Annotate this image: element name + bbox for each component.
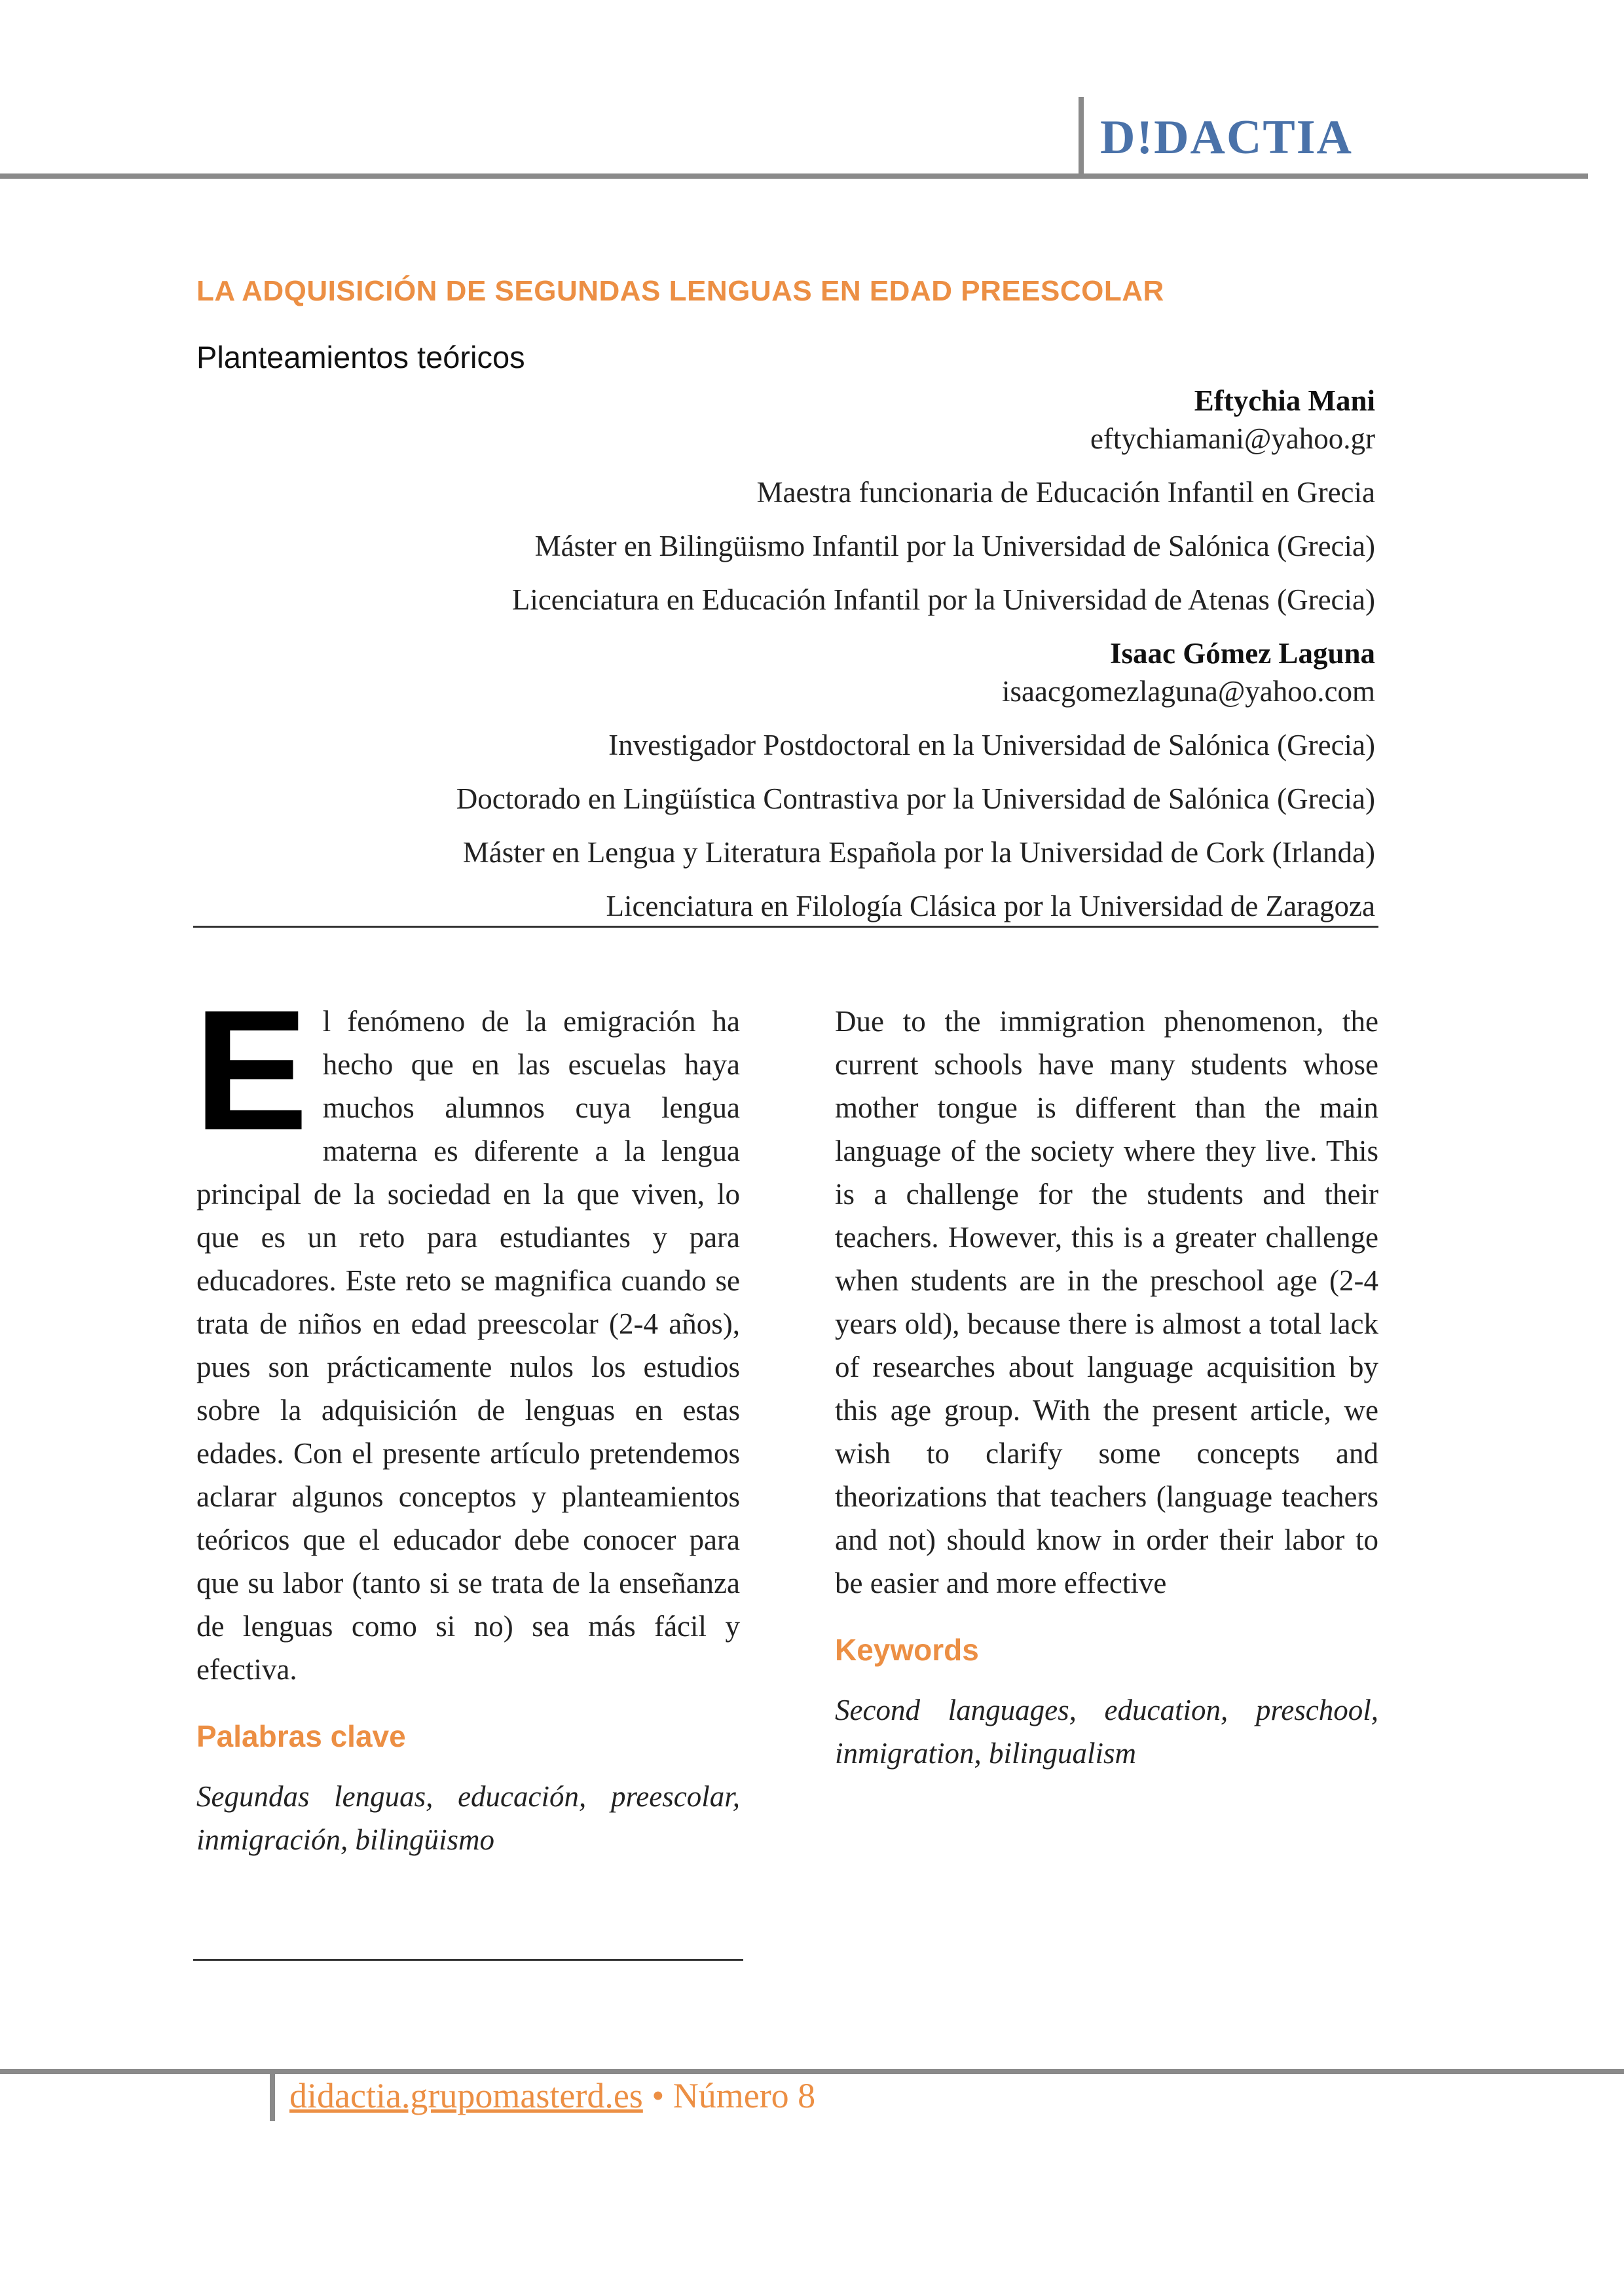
issue-number: Número 8 bbox=[673, 2076, 816, 2115]
author-affiliation: Máster en Lengua y Literatura Española por la Universidad de Cork (Irlanda) bbox=[462, 836, 1375, 869]
journal-brand: D!DACTIA bbox=[1100, 111, 1353, 164]
keywords-heading-english: Keywords bbox=[835, 1633, 979, 1667]
journal-website-link[interactable]: didactia.grupomasterd.es bbox=[289, 2076, 643, 2115]
footer-divider-vertical bbox=[270, 2072, 275, 2121]
footer-rule bbox=[0, 2069, 1624, 2074]
header-divider-vertical bbox=[1079, 97, 1084, 175]
abstract-english-body: Due to the immigration phenomenon, the current schools have many students whose mother tongue is different than the main language of the society where they live. This is a challenge for the students and their teachers. However, this is a greater challenge when students are in the preschool age (2-4 years old), because there is almost a total lack of researches about language acquisition by this age group. With the present article, we wish to clarify some concepts and theorizations that teachers (language teachers and not) should know in order their labor to be easier and more effective bbox=[835, 1005, 1378, 1599]
keywords-spanish: Segundas lenguas, educación, preescolar, inmigración, bilingüismo bbox=[196, 1780, 740, 1856]
author-affiliation: Doctorado en Lingüística Contrastiva por la Universidad de Salónica (Grecia) bbox=[456, 782, 1375, 815]
drop-cap: E bbox=[194, 974, 308, 1166]
author-affiliation: Máster en Bilingüismo Infantil por la Universidad de Salónica (Grecia) bbox=[534, 530, 1375, 562]
abstract-rule bbox=[193, 1959, 743, 1961]
author-affiliation: Investigador Postdoctoral en la Universidad de Salónica (Grecia) bbox=[608, 729, 1375, 761]
header-rule bbox=[0, 173, 1588, 179]
author-affiliation: Maestra funcionaria de Educación Infantil en Grecia bbox=[756, 476, 1375, 509]
footer-separator: • bbox=[642, 2076, 673, 2115]
abstract-english bbox=[835, 1000, 1378, 1775]
author-name: Eftychia Mani bbox=[1194, 384, 1375, 417]
author-block-rule bbox=[193, 926, 1378, 928]
author-block bbox=[131, 382, 1375, 925]
author-email: isaacgomezlaguna@yahoo.com bbox=[1002, 675, 1375, 708]
author-affiliation: Licenciatura en Filología Clásica por la Universidad de Zaragoza bbox=[606, 890, 1375, 922]
author-name: Isaac Gómez Laguna bbox=[1110, 637, 1375, 670]
keywords-heading-spanish: Palabras clave bbox=[196, 1719, 406, 1753]
abstract-spanish-body: l fenómeno de la emigración ha hecho que en las escuelas haya muchos alumnos cuya lengua materna es diferente a la lengua principal de la sociedad en la que viven, lo que es un reto para estudiantes y para educadores. Este reto se magnifica cuando se trata de niños en edad preescolar (2-4 años), pues son prácticamente nulos los estudios sobre la adquisición de lenguas en estas edades. Con el presente artículo pretendemos aclarar algunos conceptos y planteamientos teóricos que el educador debe conocer para que su labor (tanto si se trata de la enseñanza de lenguas como si no) sea más fácil y efectiva. bbox=[196, 1005, 740, 1686]
keywords-english: Second languages, education, preschool, inmigration, bilingualism bbox=[835, 1694, 1378, 1770]
footer bbox=[289, 2075, 815, 2116]
abstract-spanish bbox=[194, 974, 740, 1861]
abstract-spanish-text bbox=[194, 974, 740, 1691]
author-email: eftychiamani@yahoo.gr bbox=[1090, 422, 1375, 455]
article-title: LA ADQUISICIÓN DE SEGUNDAS LENGUAS EN EDAD PREESCOLAR bbox=[196, 275, 1164, 307]
author-affiliation: Licenciatura en Educación Infantil por la Universidad de Atenas (Grecia) bbox=[511, 583, 1375, 616]
article-subtitle: Planteamientos teóricos bbox=[196, 340, 525, 374]
